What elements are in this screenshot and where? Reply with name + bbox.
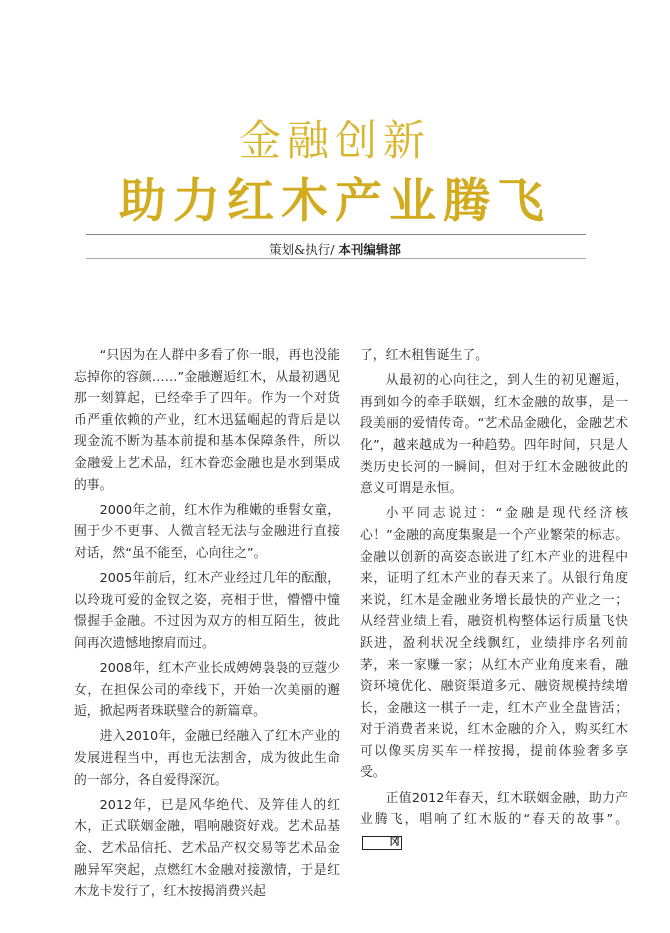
paragraph: 2012年，已是风华绝代、及笄佳人的红木，正式联姻金融，唱响融资好戏。艺术品基金、艺术品信托、艺术品产权交易等艺术品金融异军突起，点燃红木金融对接激情，于是红木龙卡发行了，红木按揭消费兴起: [74, 797, 340, 900]
right-column: [360, 345, 628, 856]
paragraph: 进入2010年，金融已经融入了红木产业的发展进程当中，再也无法割舍，成为彼此生命的一部分，各自爱得深沉。: [74, 729, 340, 788]
paragraph-continuation: 了，红木租售诞生了。: [360, 348, 488, 363]
paragraph: 小平同志说过：“金融是现代经济核心！”金融的高度集聚是一个产业繁荣的标志。金融以创新的高姿态嵌进了红木产业的进程中来，证明了红木产业的春天来了。从银行角度来说，红木是金融业务增长最快的产业之一；从经营业绩上看，融资机构整体运行质量飞快跃进，盈利状况全线飘红，业绩排序名列前茅，来一家赚一家；从红木产业角度来看，融资环境优化、融资渠道多元、融资规模持续增长，金融这一棋子一走，红木产业全盘皆活；对于消费者来说，红木金融的介入，购买红木可以像买房买车一样按揭，提前体验奢多享受。: [360, 506, 628, 781]
paragraph: 从最初的心向往之，到人生的初见邂逅，再到如今的牵手联姻，红木金融的故事，是一段美丽的爱情传奇。“艺术品金融化，金融艺术化”，越来越成为一种趋势。四年时间，只是人类历史长河的一瞬间，但对于红木金融彼此的意义可谓是永恒。: [360, 373, 628, 497]
paragraph: 2000年之前，红木作为稚嫩的垂髫女童，囿于少不更事、人微言轻无法与金融进行直接对话，然“虽不能至，心向往之”。: [74, 502, 340, 561]
byline: [0, 240, 670, 258]
divider-top: [86, 234, 586, 235]
left-column: [74, 345, 340, 906]
paragraph: “只因为在人群中多看了你一眼，再也没能忘掉你的容颜……”金融邂逅红木，从最初遇见那一刻算起，已经牵手了四年。作为一个对货币严重依赖的产业，红木迅猛崛起的背后是以现金流不断为基本前提和基本保障条件，所以金融爱上艺术品，红木眷恋金融也是水到渠成的事。: [74, 348, 340, 493]
divider-bottom: [86, 258, 586, 259]
article-title-line2: 助力红木产业腾飞: [119, 174, 551, 229]
paragraph-text: 正值2012年春天，红木联姻金融，助力产业腾飞，唱响了红木版的“春天的故事”。: [360, 790, 628, 828]
end-mark-icon: 冈: [362, 836, 402, 850]
paragraph-last: [360, 788, 628, 853]
byline-prefix: 策划&执行/: [269, 242, 339, 257]
paragraph: 2005年前后，红木产业经过几年的酝酿，以玲珑可爱的金钗之姿，亮相于世，懵懵中憧憬握手金融。不过因为双方的相互陌生，彼此间再次遗憾地擦肩而过。: [74, 571, 340, 651]
byline-author: 本刊编辑部: [338, 242, 401, 257]
paragraph: 2008年，红木产业长成娉娉袅袅的豆蔻少女，在担保公司的牵线下，开始一次美丽的邂逅，掀起两者珠联璧合的新篇章。: [74, 661, 340, 720]
article-title-line1: 金融创新: [238, 116, 431, 165]
